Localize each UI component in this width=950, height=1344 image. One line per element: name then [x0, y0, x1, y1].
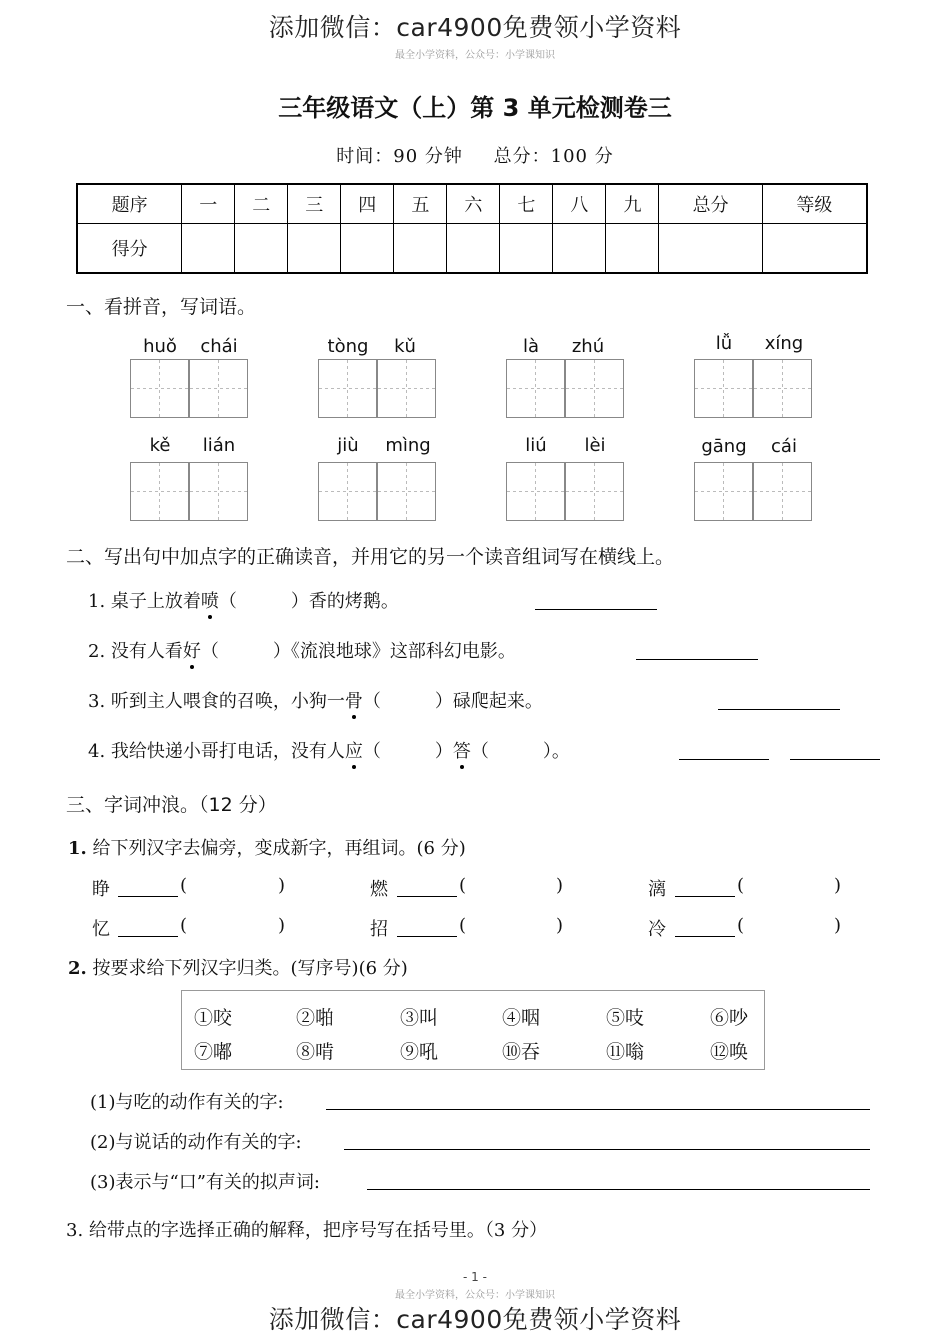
answer-line[interactable] [675, 895, 735, 897]
writing-grid-box[interactable] [130, 359, 189, 418]
score-header-cell: 五 [394, 184, 447, 224]
char-option: ⑤吱 [606, 1007, 645, 1029]
page-title: 三年级语文（上）第 3 单元检测卷三 [278, 94, 672, 122]
writing-grid-box[interactable] [753, 462, 812, 521]
bottom-banner: 添加微信：car4900免费领小学资料 [268, 1305, 682, 1334]
sub-question-text: 给下列汉字去偏旁，变成新字，再组词。(6 分) [92, 838, 466, 859]
radical-item: 燃 [370, 879, 388, 900]
score-header-cell: 八 [553, 184, 606, 224]
sub-question-text: 按要求给下列汉字归类。(写序号)(6 分) [92, 958, 408, 979]
writing-grid-box[interactable] [506, 462, 565, 521]
score-cell[interactable] [553, 224, 606, 274]
pinyin: mìng [385, 435, 431, 456]
paren-open: ( [459, 915, 467, 936]
pinyin: cái [771, 436, 797, 457]
radical-item: 招 [370, 919, 388, 940]
score-cell[interactable] [341, 224, 394, 274]
char-option: ⑨吼 [400, 1041, 439, 1063]
time-label: 时间：90 分钟 [336, 146, 463, 167]
paren-open: ( [459, 875, 467, 896]
answer-line[interactable] [344, 1148, 870, 1150]
category-label: (1)与吃的动作有关的字: [90, 1092, 284, 1113]
answer-line[interactable] [397, 895, 457, 897]
paren-close: ) [278, 875, 286, 896]
sub-question-1 [68, 834, 466, 860]
char-option: ⑪嗡 [606, 1041, 645, 1063]
dotted-char: 骨 [344, 691, 363, 712]
writing-grid-box[interactable] [506, 359, 565, 418]
answer-line[interactable] [636, 658, 758, 660]
question-2-3 [88, 687, 543, 713]
writing-grid-box[interactable] [318, 359, 377, 418]
paren-close: ) [556, 875, 564, 896]
writing-grid-box[interactable] [189, 462, 248, 521]
char-option: ①咬 [194, 1007, 233, 1029]
section3-heading: 三、字词冲浪。（12 分） [66, 794, 277, 816]
answer-line[interactable] [535, 608, 657, 610]
paren-close: ) [834, 915, 842, 936]
question-text: （ ） [362, 741, 453, 762]
answer-line[interactable] [118, 895, 178, 897]
paren-close: ) [556, 915, 564, 936]
sub-question-3: 3. 给带点的字选择正确的解释，把序号写在括号里。（3 分） [66, 1220, 548, 1241]
paren-open: ( [180, 915, 188, 936]
pinyin: gāng [701, 436, 747, 457]
score-header-cell: 题序 [77, 184, 182, 224]
pinyin: kě [149, 435, 171, 456]
score-cell[interactable] [394, 224, 447, 274]
score-header-cell: 三 [288, 184, 341, 224]
score-cell[interactable] [447, 224, 500, 274]
pinyin: là [522, 336, 540, 357]
writing-grid-box[interactable] [377, 359, 436, 418]
question-text: 1. 桌子上放着 [88, 591, 201, 612]
question-text: （ ）。 [470, 741, 570, 762]
dotted-char: 答 [452, 741, 471, 762]
total-label: 总分：100 分 [493, 146, 614, 167]
category-label: (2)与说话的动作有关的字: [90, 1132, 302, 1153]
pinyin: zhú [571, 336, 605, 357]
paren-close: ) [278, 915, 286, 936]
section2-heading: 二、写出句中加点字的正确读音，并用它的另一个读音组词写在横线上。 [66, 546, 675, 568]
question-2-2 [88, 637, 516, 663]
score-table-score-row [77, 224, 867, 274]
writing-grid-box[interactable] [694, 359, 753, 418]
radical-item: 忆 [92, 919, 110, 940]
answer-line[interactable] [675, 935, 735, 937]
score-cell[interactable] [659, 224, 762, 274]
score-header-cell: 九 [606, 184, 659, 224]
score-cell[interactable] [500, 224, 553, 274]
footer-subtext: 最全小学资料，公众号：小学课知识 [395, 1290, 555, 1301]
section1-heading: 一、看拼音，写词语。 [66, 296, 257, 318]
answer-line[interactable] [679, 758, 769, 760]
writing-grid-box[interactable] [377, 462, 436, 521]
char-option: ②啪 [296, 1007, 335, 1029]
pinyin: huǒ [143, 336, 177, 357]
sub-question-2 [68, 954, 408, 980]
writing-grid-box[interactable] [565, 359, 624, 418]
pinyin: tòng [327, 336, 369, 357]
dotted-char: 好 [182, 641, 201, 662]
score-header-cell: 六 [447, 184, 500, 224]
answer-line[interactable] [397, 935, 457, 937]
question-text: （ ）《流浪地球》这部科幻电影。 [200, 641, 516, 662]
question-text: （ ）碌爬起来。 [362, 691, 543, 712]
sub-question-number: 2. [68, 958, 87, 979]
char-option: ④咽 [502, 1007, 541, 1029]
score-table [76, 183, 868, 274]
char-option: ⑩吞 [502, 1041, 541, 1063]
answer-line[interactable] [118, 935, 178, 937]
char-option: ③叫 [400, 1007, 439, 1029]
score-cell[interactable] [288, 224, 341, 274]
answer-line[interactable] [367, 1188, 870, 1190]
score-header-cell: 四 [341, 184, 394, 224]
pinyin: lèi [584, 435, 606, 456]
score-row-label: 得分 [77, 224, 182, 274]
score-cell[interactable] [762, 224, 867, 274]
answer-line[interactable] [790, 758, 880, 760]
score-header-cell: 一 [182, 184, 235, 224]
paren-open: ( [737, 915, 745, 936]
dotted-char: 喷 [200, 591, 219, 612]
score-header-cell: 总分 [659, 184, 762, 224]
score-cell[interactable] [606, 224, 659, 274]
answer-line[interactable] [718, 708, 840, 710]
exam-info [0, 142, 950, 168]
writing-grid-box[interactable] [189, 359, 248, 418]
page-number: - 1 - [463, 1270, 487, 1284]
pinyin: chái [200, 336, 238, 357]
score-table-header-row [77, 184, 867, 224]
answer-line[interactable] [326, 1108, 870, 1110]
writing-grid-box[interactable] [694, 462, 753, 521]
score-header-cell: 七 [500, 184, 553, 224]
sub-question-number: 1. [68, 838, 87, 859]
paren-open: ( [737, 875, 745, 896]
score-header-cell: 等级 [762, 184, 867, 224]
writing-grid-box[interactable] [565, 462, 624, 521]
character-box [181, 990, 765, 1070]
score-header-cell: 二 [235, 184, 288, 224]
char-option: ⑫唤 [710, 1041, 749, 1063]
pinyin: jiù [337, 435, 359, 456]
top-banner: 添加微信：car4900免费领小学资料 [268, 13, 682, 42]
paren-close: ) [834, 875, 842, 896]
char-option: ⑦嘟 [194, 1041, 233, 1063]
score-cell[interactable] [182, 224, 235, 274]
question-text: 3. 听到主人喂食的召唤，小狗一 [88, 691, 345, 712]
writing-grid-box[interactable] [318, 462, 377, 521]
pinyin: lǚ [715, 333, 733, 354]
question-2-4 [88, 737, 570, 763]
writing-grid-box[interactable] [130, 462, 189, 521]
writing-grid-box[interactable] [753, 359, 812, 418]
pinyin: lián [202, 435, 236, 456]
radical-item: 冷 [648, 919, 666, 940]
question-2-1 [88, 587, 399, 613]
question-text: 4. 我给快递小哥打电话，没有人 [88, 741, 345, 762]
paren-open: ( [180, 875, 188, 896]
radical-item: 漓 [648, 879, 666, 900]
pinyin: kǔ [394, 336, 416, 357]
question-text: 2. 没有人看 [88, 641, 183, 662]
category-label: (3)表示与“口”有关的拟声词: [90, 1172, 320, 1193]
question-text: （ ）香的烤鹅。 [218, 591, 399, 612]
pinyin: liú [525, 435, 547, 456]
pinyin: xíng [764, 333, 804, 354]
radical-item: 睁 [92, 879, 110, 900]
dotted-char: 应 [344, 741, 363, 762]
score-cell[interactable] [235, 224, 288, 274]
top-banner-subtext: 最全小学资料，公众号：小学课知识 [395, 50, 555, 61]
char-option: ⑧啃 [296, 1041, 335, 1063]
char-option: ⑥吵 [710, 1007, 749, 1029]
